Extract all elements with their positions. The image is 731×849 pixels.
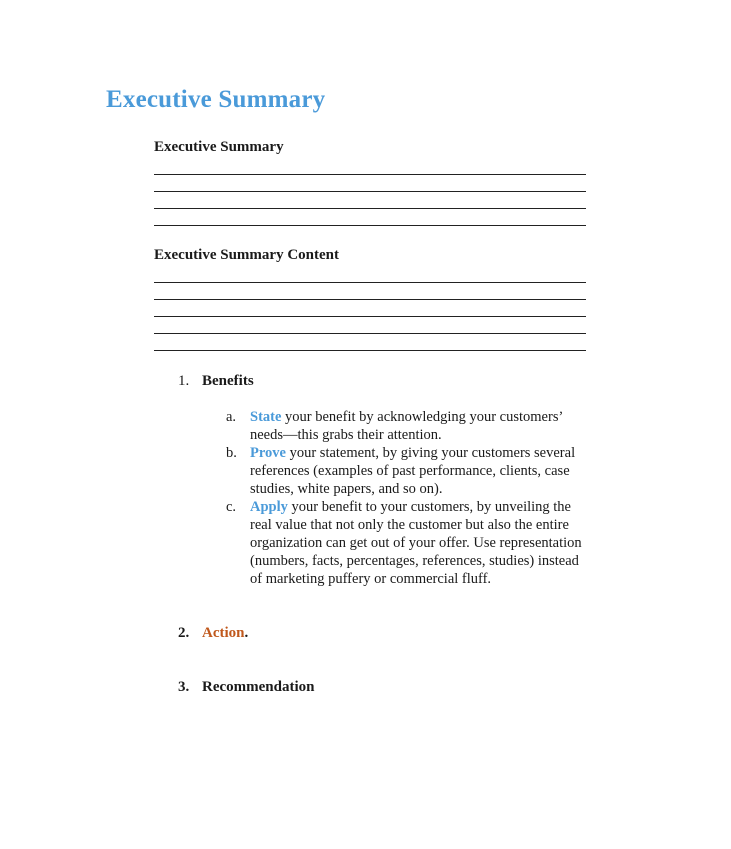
executive-summary-section bbox=[154, 137, 586, 226]
list-label: ction bbox=[212, 625, 245, 641]
blank-line[interactable] bbox=[154, 266, 586, 283]
sublist-marker: c. bbox=[226, 499, 237, 515]
list-item-action bbox=[178, 624, 248, 642]
benefits-sublist bbox=[226, 408, 586, 588]
keyword: Prove bbox=[250, 445, 286, 461]
list-item bbox=[226, 498, 586, 588]
section-heading: Executive Summary Content bbox=[154, 247, 339, 263]
executive-summary-content-section bbox=[154, 245, 586, 351]
list-label-period: . bbox=[244, 625, 249, 641]
blank-line[interactable] bbox=[154, 192, 586, 209]
list-label-initial: A bbox=[202, 625, 213, 641]
list-label: Recommendation bbox=[202, 679, 315, 695]
list-label: Benefits bbox=[202, 373, 254, 389]
list-item bbox=[226, 408, 586, 444]
sublist-text bbox=[250, 408, 586, 444]
list-number: 1. bbox=[178, 373, 190, 389]
blank-lines bbox=[154, 266, 586, 351]
page-title: Executive Summary bbox=[106, 86, 326, 113]
section-heading: Executive Summary bbox=[154, 139, 284, 155]
blank-lines bbox=[154, 158, 586, 226]
blank-line[interactable] bbox=[154, 209, 586, 226]
blank-line[interactable] bbox=[154, 283, 586, 300]
description: your benefit by acknowledging your customers’ needs—this grabs their attention. bbox=[250, 409, 563, 443]
list-item bbox=[226, 444, 586, 498]
description: your statement, by giving your customers several references (examples of past performance, clients, case studies, white papers, and so on). bbox=[250, 445, 576, 497]
blank-line[interactable] bbox=[154, 334, 586, 351]
sublist-text bbox=[250, 498, 586, 588]
keyword: State bbox=[250, 409, 282, 425]
sublist-text bbox=[250, 444, 586, 498]
description: your benefit to your customers, by unveiling the real value that not only the customer but also the entire organization can get out of your offer. Use representation (numbers, facts, percentages, references, studies) instead of marketing puffery or commercial fluff. bbox=[250, 499, 582, 587]
blank-line[interactable] bbox=[154, 300, 586, 317]
blank-line[interactable] bbox=[154, 175, 586, 192]
blank-line[interactable] bbox=[154, 158, 586, 175]
sublist-marker: b. bbox=[226, 445, 237, 461]
keyword: Apply bbox=[250, 499, 288, 515]
list-number: 2. bbox=[178, 625, 190, 641]
list-item-benefits bbox=[178, 372, 254, 390]
sublist-marker: a. bbox=[226, 409, 237, 425]
list-item-recommendation bbox=[178, 678, 315, 696]
blank-line[interactable] bbox=[154, 317, 586, 334]
list-number: 3. bbox=[178, 679, 190, 695]
